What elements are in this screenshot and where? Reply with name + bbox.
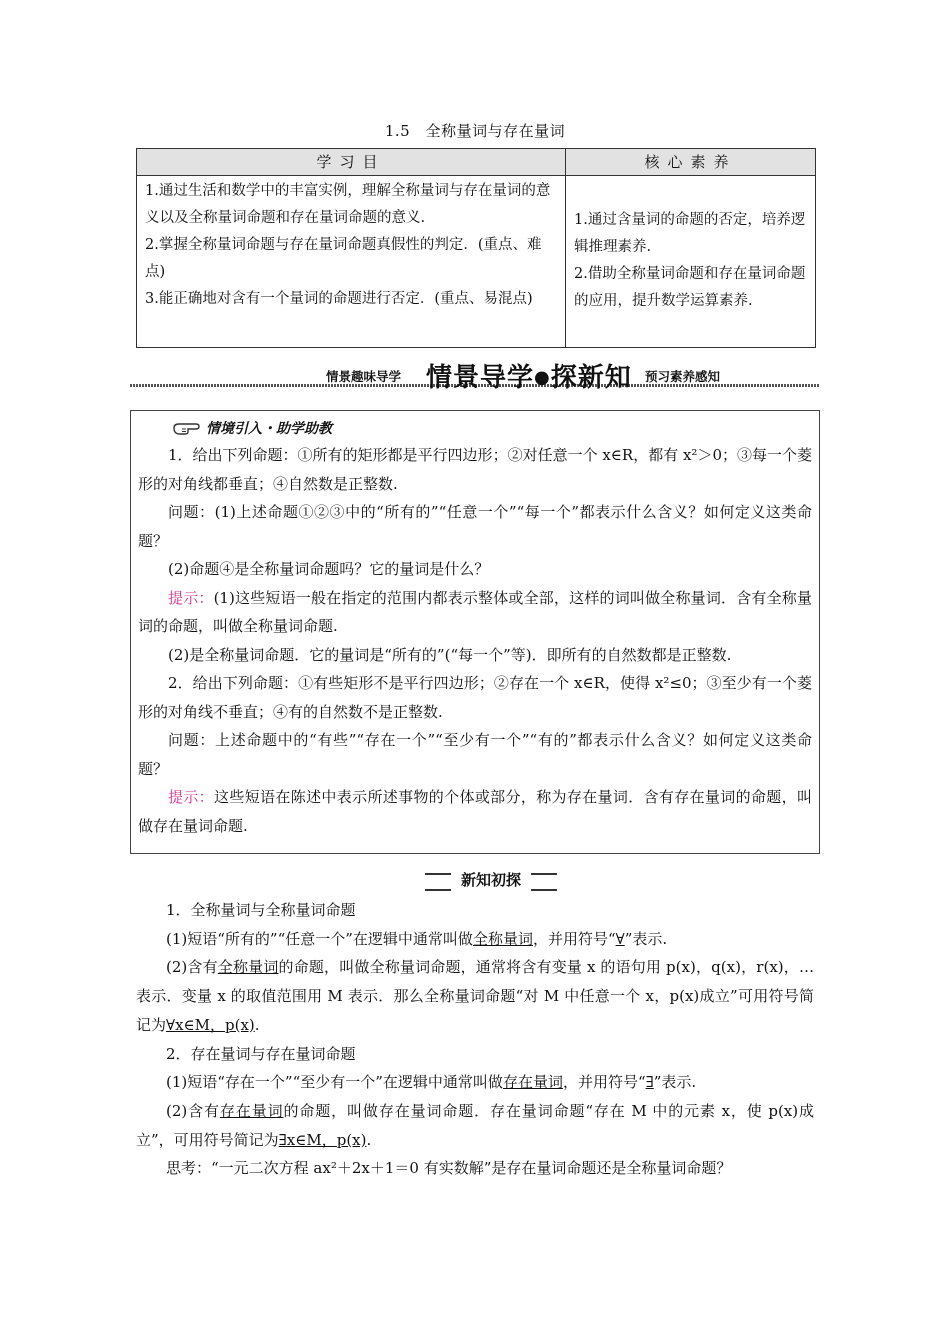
hint-label: 提示： (168, 788, 215, 806)
banner-main-part2: 探新知 (550, 363, 632, 393)
content-paragraph: (2)含有存在量词的命题，叫做存在量词命题．存在量词命题“存在 M 中的元素 x，使 p(x)成立”，可用符号简记为∃x∈M，p(x). (136, 1101, 815, 1149)
answer-underline: ∃x∈M，p(x) (278, 1130, 367, 1149)
intro-box-header (172, 415, 812, 441)
intro-paragraph: 问题：(1)上述命题①②③中的“所有的”“任意一个”“每一个”都表示什么含义？如何定义这类命题？ (138, 503, 812, 550)
intro-box (130, 410, 820, 854)
objectives-table (136, 148, 816, 348)
core-literacy-header: 核心素养 (566, 149, 816, 176)
content-paragraph: (1)短语“所有的”“任意一个”在逻辑中通常叫做全称量词，并用符号“∀”表示. (166, 929, 668, 948)
answer-underline: 存在量词 (219, 1101, 284, 1120)
intro-paragraph: 问题：上述命题中的“有些”“存在一个”“至少有一个”“有的”都表示什么含义？如何定义这类命题？ (138, 731, 812, 778)
think-question: 思考：“一元二次方程 ax²＋2x＋1＝0 有实数解”是存在量词命题还是全称量词命题？ (166, 1159, 732, 1178)
answer-underline: ∀x∈M，p(x) (166, 1015, 255, 1034)
intro-paragraph: (2)是全称量词命题．它的量词是“所有的”(“每一个”等)．即所有的自然数都是正整数. (168, 645, 732, 664)
content-paragraph: (2)含有全称量词的命题，叫做全称量词命题，通常将含有变量 x 的语句用 p(x)，q(x)，r(x)，…表示．变量 x 的取值范围用 M 表示．那么全称量词命题“对 M 中任意一个 x，p(x)成立”可用符号简记为∀x∈M，p(x). (136, 958, 814, 1034)
section-tag (425, 869, 557, 891)
intro-paragraph: 1．给出下列命题：①所有的矩形都是平行四边形；②对任意一个 x∈R，都有 x²＞0；③每一个菱形的对角线都垂直；④自然数是正整数. (138, 446, 812, 493)
hint-label: 提示： (168, 588, 214, 607)
banner-arrow-icon: ● (534, 367, 551, 388)
banner-right-text: 预习素养感知 (645, 369, 721, 384)
literacy-item: 1.通过含量词的命题的否定，培养逻辑推理素养. (574, 211, 806, 255)
core-literacy-cell (566, 176, 816, 348)
objective-item: 3.能正确地对含有一个量词的命题进行否定．(重点、易混点) (145, 291, 533, 307)
page-title: 1.5 全称量词与存在量词 (384, 122, 566, 140)
pointing-hand-icon (172, 419, 202, 437)
intro-paragraph: (2)命题④是全称量词命题吗？它的量词是什么？ (168, 560, 490, 578)
banner-left-text: 情景趣味导学 (326, 369, 402, 384)
intro-hint-paragraph: 提示：这些短语在陈述中表示所述事物的个体或部分，称为存在量词．含有存在量词的命题，叫做存在量词命题. (138, 788, 812, 835)
answer-underline: 全称量词 (472, 929, 533, 948)
content-heading: 1．全称量词与全称量词命题 (166, 901, 356, 919)
intro-box-title: 情境引入・助学助教 (206, 421, 332, 437)
objectives-header: 学习目 (137, 149, 566, 176)
banner-main-title (426, 357, 632, 394)
main-content (136, 896, 814, 1183)
content-heading: 2．存在量词与存在量词命题 (166, 1044, 356, 1063)
answer-underline: 存在量词 (502, 1073, 563, 1092)
answer-underline: ∃ (645, 1073, 654, 1092)
objectives-cell (137, 176, 566, 348)
content-paragraph: (1)短语“存在一个”“至少有一个”在逻辑中通常叫做存在量词，并用符号“∃”表示. (166, 1073, 697, 1092)
section-tag-label: 新知初探 (451, 869, 531, 891)
answer-underline: 全称量词 (217, 958, 279, 977)
objective-item: 1.通过生活和数学中的丰富实例，理解全称量词与存在量词的意义以及全称量词命题和存在量词命题的意义. (145, 183, 551, 226)
intro-hint-paragraph: 提示：(1)这些短语一般在指定的范围内都表示整体或全部，这样的词叫做全称量词．含有全称量词的命题，叫做全称量词命题. (138, 588, 812, 635)
literacy-item: 2.借助全称量词命题和存在量词命题的应用，提升数学运算素养. (574, 265, 806, 309)
intro-paragraph: 2．给出下列命题：①有些矩形不是平行四边形；②存在一个 x∈R，使得 x²≤0；③至少有一个菱形的对角线不垂直；④有的自然数不是正整数. (138, 674, 812, 721)
banner-main-part1: 情景导学 (426, 363, 535, 393)
section-banner (130, 358, 820, 393)
objective-item: 2.掌握全称量词命题与存在量词命题真假性的判定．(重点、难点) (145, 237, 542, 280)
answer-underline: ∀ (615, 929, 625, 948)
